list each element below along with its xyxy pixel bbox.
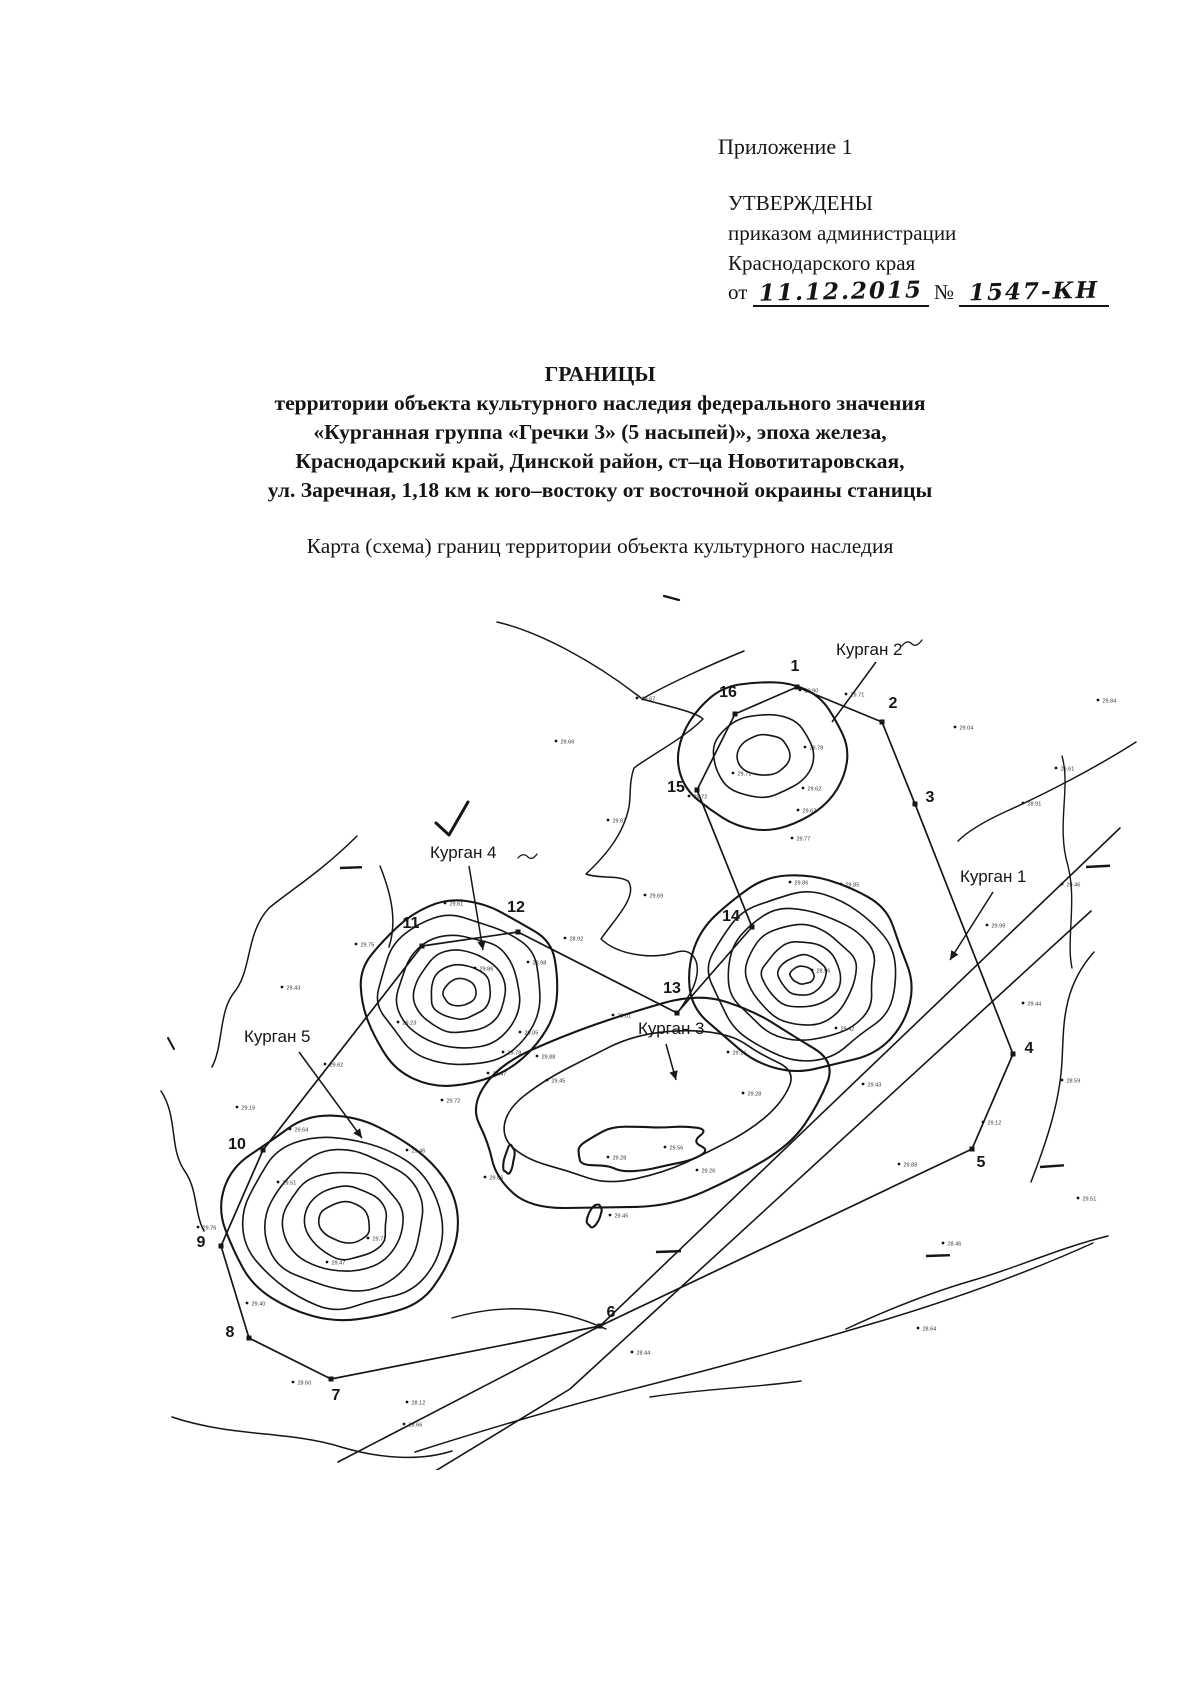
boundary-point-13-label: 13 xyxy=(663,980,681,997)
svg-text:29.72: 29.72 xyxy=(693,794,708,801)
svg-text:29.47: 29.47 xyxy=(331,1260,346,1267)
svg-text:29.28: 29.28 xyxy=(747,1091,762,1098)
svg-text:29.45: 29.45 xyxy=(551,1078,566,1085)
label-курган-3: Курган 3 xyxy=(638,1019,705,1038)
boundary-point-7-marker xyxy=(329,1377,334,1382)
kurgan-1-contours xyxy=(689,875,911,1071)
svg-text:29.28: 29.28 xyxy=(612,1155,627,1162)
title-line-5: ул. Заречная, 1,18 км к юго–востоку от восточной окраины станицы xyxy=(267,478,933,502)
leader-arrowhead xyxy=(353,1128,362,1138)
boundary-point-1-marker xyxy=(795,685,800,690)
svg-text:29.16: 29.16 xyxy=(241,1105,256,1112)
boundary-point-2-label: 2 xyxy=(888,695,898,712)
svg-text:29.47: 29.47 xyxy=(492,1071,507,1078)
title-line-3: «Курганная группа «Гречки 3» (5 насыпей)», эпоха железа, xyxy=(313,420,887,444)
boundary-point-3-label: 3 xyxy=(925,789,935,806)
boundary-point-10-label: 10 xyxy=(228,1136,246,1153)
number-prefix: № xyxy=(933,280,954,304)
boundary-point-15-label: 15 xyxy=(667,779,685,796)
map-svg xyxy=(140,580,1150,1470)
label-курган-2: Курган 2 xyxy=(836,640,903,659)
map-caption: Карта (схема) границ территории объекта культурного наследия xyxy=(306,534,894,558)
boundary-point-1-label: 1 xyxy=(790,658,800,675)
document-title xyxy=(0,360,1200,505)
svg-text:29.78: 29.78 xyxy=(809,745,824,752)
appendix-label: Приложение 1 xyxy=(718,134,853,159)
svg-text:29.12: 29.12 xyxy=(987,1120,1002,1127)
boundary-point-12-label: 12 xyxy=(507,899,525,916)
approval-line-3: Краснодарского края xyxy=(728,251,916,275)
boundary-point-9-label: 9 xyxy=(196,1234,206,1251)
svg-text:29.71: 29.71 xyxy=(737,771,752,778)
boundary-point-13-marker xyxy=(675,1011,680,1016)
svg-text:29.42: 29.42 xyxy=(840,1026,855,1033)
svg-text:29.88: 29.88 xyxy=(903,1162,918,1169)
svg-text:29.04: 29.04 xyxy=(959,725,974,732)
date-underline xyxy=(753,278,929,307)
svg-text:28.98: 28.98 xyxy=(532,960,547,967)
title-line-1: ГРАНИЦЫ xyxy=(544,362,656,386)
boundary-point-3-marker xyxy=(913,802,918,807)
title-line-4: Краснодарский край, Динской район, ст–ца Новотитаровская, xyxy=(295,449,905,473)
svg-text:29.45: 29.45 xyxy=(614,1213,629,1220)
approval-line-2: приказом администрации xyxy=(728,221,957,245)
boundary-point-6-label: 6 xyxy=(606,1304,616,1321)
boundary-point-2-marker xyxy=(880,720,885,725)
svg-text:29.76: 29.76 xyxy=(202,1225,217,1232)
handwritten-date: 11.12.2015 xyxy=(758,276,923,307)
boundary-point-15-marker xyxy=(695,788,700,793)
svg-text:29.46: 29.46 xyxy=(1066,882,1081,889)
boundary-point-16-marker xyxy=(733,712,738,717)
svg-text:29.86: 29.86 xyxy=(479,966,494,973)
approval-date-line xyxy=(728,278,1109,307)
svg-text:29.46: 29.46 xyxy=(411,1148,426,1155)
svg-text:29.56: 29.56 xyxy=(669,1145,684,1152)
boundary-point-5-marker xyxy=(970,1147,975,1152)
number-underline xyxy=(959,278,1109,307)
boundary-point-14-marker xyxy=(750,925,755,930)
svg-text:29.05: 29.05 xyxy=(524,1030,539,1037)
boundary-point-8-label: 8 xyxy=(225,1324,235,1341)
svg-text:29.26: 29.26 xyxy=(701,1168,716,1175)
svg-text:29.88: 29.88 xyxy=(541,1054,556,1061)
boundary-point-6-marker xyxy=(598,1324,603,1329)
svg-text:29.64: 29.64 xyxy=(294,1127,309,1134)
svg-text:28.92: 28.92 xyxy=(569,936,584,943)
svg-text:29.71: 29.71 xyxy=(372,1236,387,1243)
svg-text:29.66: 29.66 xyxy=(560,739,575,746)
svg-text:28.91: 28.91 xyxy=(1027,801,1042,808)
svg-text:29.71: 29.71 xyxy=(850,692,865,699)
boundary-point-14-label: 14 xyxy=(722,908,740,925)
svg-text:29.06: 29.06 xyxy=(489,1175,504,1182)
title-line-2: территории объекта культурного наследия федерального значения xyxy=(274,391,926,415)
boundary-map xyxy=(140,580,1150,1470)
handwritten-number: 1547-КН xyxy=(968,276,1100,307)
svg-text:29.43: 29.43 xyxy=(286,985,301,992)
svg-text:29.86: 29.86 xyxy=(794,880,809,887)
svg-text:29.78: 29.78 xyxy=(507,1050,522,1057)
svg-text:29.75: 29.75 xyxy=(360,942,375,949)
kurgan-3-top-contours xyxy=(578,1127,705,1172)
svg-text:28.60: 28.60 xyxy=(297,1380,312,1387)
svg-text:29.61: 29.61 xyxy=(449,901,464,908)
svg-text:29.62: 29.62 xyxy=(802,808,817,815)
sliver-2-contours xyxy=(503,1145,514,1174)
svg-text:29.72: 29.72 xyxy=(446,1098,461,1105)
svg-text:29.16: 29.16 xyxy=(732,1050,747,1057)
boundary-point-4-label: 4 xyxy=(1024,1040,1034,1057)
svg-text:29.99: 29.99 xyxy=(991,923,1006,930)
kurgan-5-contours xyxy=(221,1116,458,1321)
leader-arrowhead xyxy=(950,950,958,960)
svg-text:29.69: 29.69 xyxy=(649,893,664,900)
boundary-point-11-marker xyxy=(420,944,425,949)
svg-text:29.01: 29.01 xyxy=(617,1013,632,1020)
boundary-point-9-marker xyxy=(219,1244,224,1249)
kurgan-labels xyxy=(241,640,1027,1138)
kurgan-4-contours xyxy=(361,900,557,1086)
mound-contours xyxy=(221,682,911,1320)
svg-text:28.12: 28.12 xyxy=(411,1400,426,1407)
svg-text:28.59: 28.59 xyxy=(1066,1078,1081,1085)
boundary-point-16-label: 16 xyxy=(719,684,737,701)
svg-text:29.44: 29.44 xyxy=(1027,1001,1042,1008)
svg-text:29.51: 29.51 xyxy=(1082,1196,1097,1203)
svg-text:29.62: 29.62 xyxy=(807,786,822,793)
svg-text:29.62: 29.62 xyxy=(329,1062,344,1069)
svg-text:28.96: 28.96 xyxy=(816,968,831,975)
svg-text:29.43: 29.43 xyxy=(867,1082,882,1089)
svg-text:28.44: 28.44 xyxy=(636,1350,651,1357)
svg-text:29.51: 29.51 xyxy=(282,1180,297,1187)
svg-text:28.66: 28.66 xyxy=(408,1422,423,1429)
boundary-point-10-marker xyxy=(261,1148,266,1153)
boundary-point-11-label: 11 xyxy=(402,915,420,932)
leader-arrowhead xyxy=(670,1070,678,1080)
boundary-point-12-marker xyxy=(516,930,521,935)
boundary-point-7-label: 7 xyxy=(331,1387,341,1404)
boundary-point-8-marker xyxy=(247,1336,252,1341)
approval-line-1: УТВЕРЖДЕНЫ xyxy=(728,191,873,215)
svg-text:29.84: 29.84 xyxy=(1102,698,1117,705)
svg-text:28.64: 28.64 xyxy=(922,1326,937,1333)
svg-text:28.46: 28.46 xyxy=(947,1241,962,1248)
label-курган-4: Курган 4 xyxy=(430,843,497,862)
leader-arrowhead xyxy=(477,940,485,950)
svg-text:29.23: 29.23 xyxy=(402,1020,417,1027)
label-курган-5: Курган 5 xyxy=(244,1027,311,1046)
label-курган-1: Курган 1 xyxy=(960,867,1027,886)
svg-text:29.40: 29.40 xyxy=(251,1301,266,1308)
svg-text:29.85: 29.85 xyxy=(845,882,860,889)
boundary-point-5-label: 5 xyxy=(976,1154,986,1171)
boundary-point-4-marker xyxy=(1011,1052,1016,1057)
svg-text:29.87: 29.87 xyxy=(612,818,627,825)
svg-text:29.61: 29.61 xyxy=(1060,766,1075,773)
svg-text:29.67: 29.67 xyxy=(641,696,656,703)
approval-block xyxy=(728,188,956,278)
svg-text:29.77: 29.77 xyxy=(796,836,811,843)
svg-text:29.90: 29.90 xyxy=(804,688,819,695)
checkmark-annotation xyxy=(436,802,468,835)
date-prefix: от xyxy=(728,280,748,304)
